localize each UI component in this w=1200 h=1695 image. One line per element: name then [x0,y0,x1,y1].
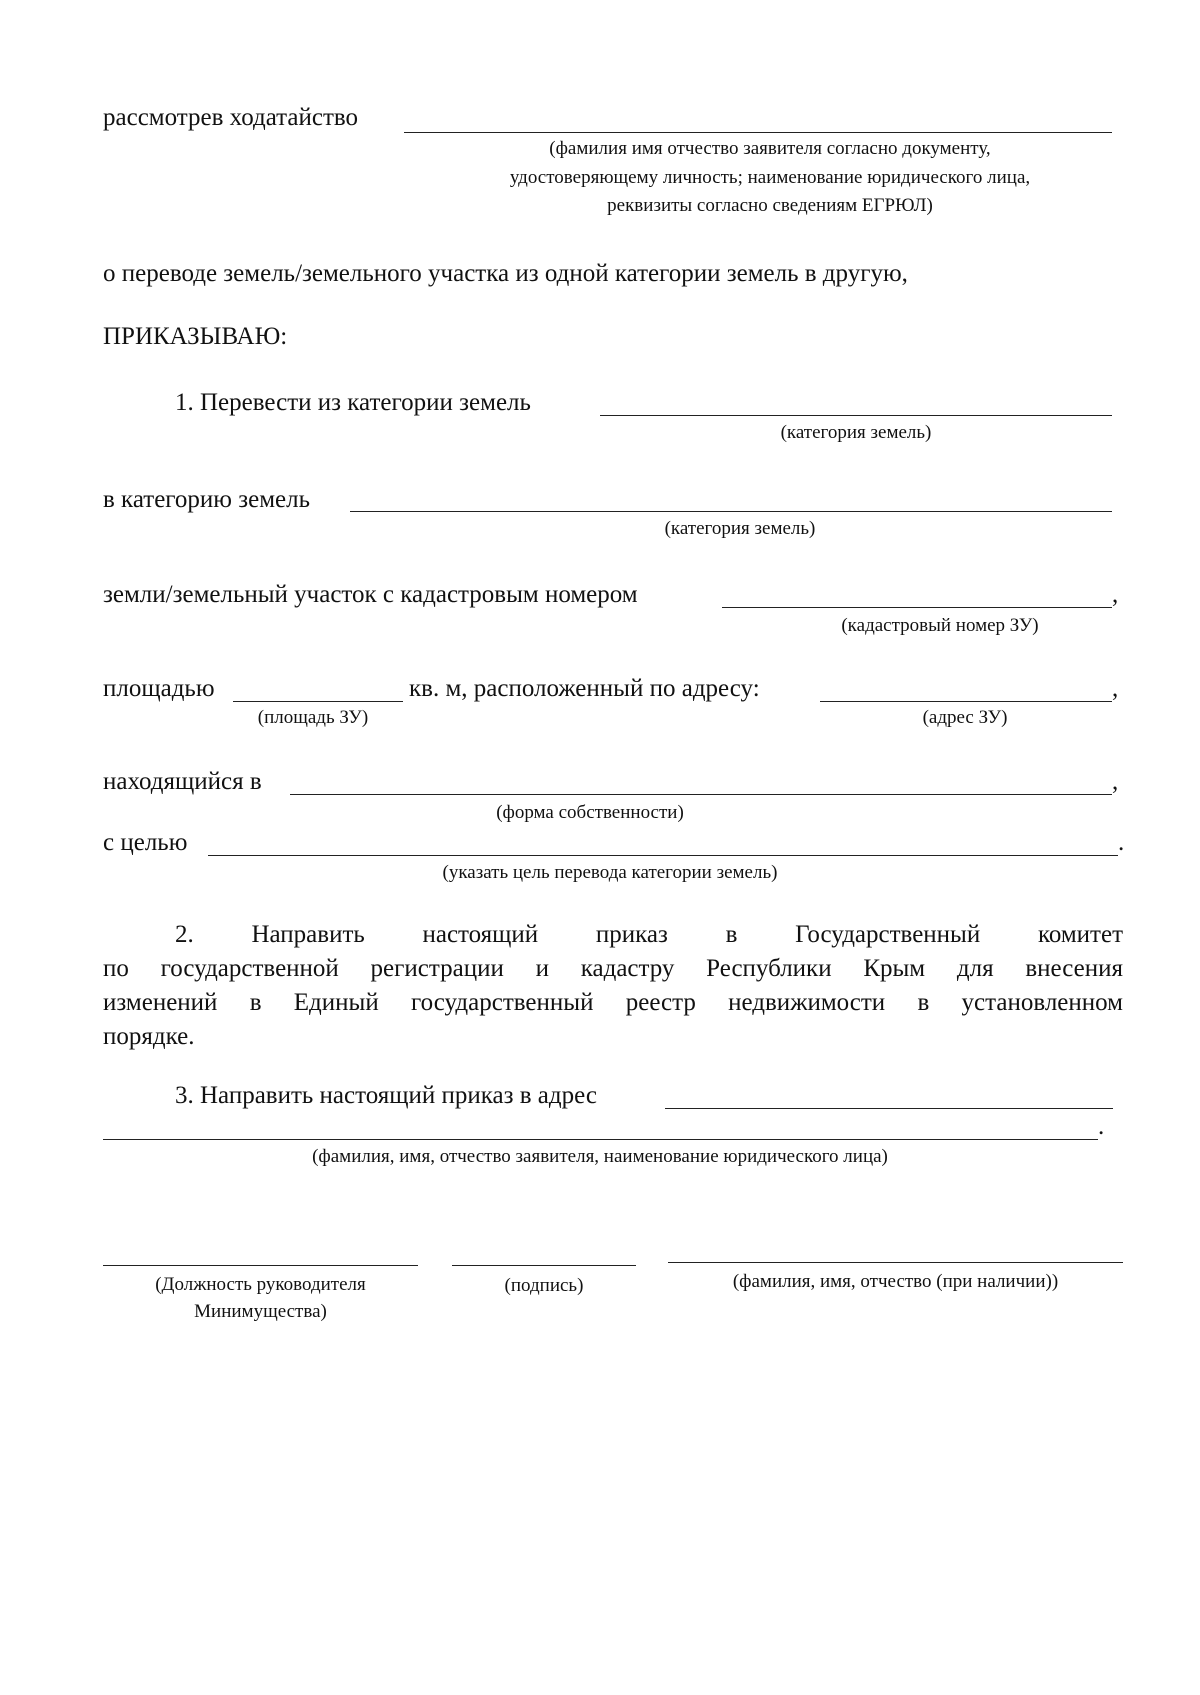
intro-label: рассмотрев ходатайство [103,104,359,131]
position-caption-line-1: (Должность руководителя [155,1274,366,1295]
item2-line-2: по государственной регистрации и кадастру Республики Крым для внесения [103,955,1123,982]
applicant-caption-line-2: удостоверяющему личность; наименование юридического лица, [509,167,1031,188]
purpose-end-dot: . [1118,829,1125,856]
cadastral-caption: (кадастровый номер ЗУ) [841,615,1039,636]
cadastral-number-field-line[interactable] [722,607,1112,608]
ownership-caption: (форма собственности) [496,802,684,823]
address-caption: (адрес ЗУ) [922,707,1008,728]
cadastral-end-comma: , [1112,581,1119,608]
item3-label: 3. Направить настоящий приказ в адрес [175,1082,597,1109]
position-caption-line-2: Минимущества) [194,1301,327,1322]
to-category-field-line[interactable] [350,511,1112,512]
from-category-label: 1. Перевести из категории земель [175,389,531,416]
item3-end-dot: . [1098,1113,1105,1140]
area-unit-text: кв. м, расположенный по адресу: [409,675,760,702]
cadastral-label: земли/земельный участок с кадастровым номером [103,581,638,608]
address-field-line[interactable] [820,701,1112,702]
name-signature-line[interactable] [668,1262,1123,1263]
area-label: площадью [103,675,215,702]
sign-caption: (подпись) [504,1275,584,1296]
area-field-line[interactable] [233,701,403,702]
position-signature-line[interactable] [103,1265,418,1266]
purpose-field-line[interactable] [208,855,1118,856]
about-text: о переводе земель/земельного участка из одной категории земель в другую, [103,260,908,287]
address-end-comma: , [1112,675,1119,702]
area-caption: (площадь ЗУ) [257,707,369,728]
to-category-caption: (категория земель) [664,518,816,539]
item2-line-1: 2. Направить настоящий приказ в Государственный комитет [175,921,1123,948]
recipient-caption: (фамилия, имя, отчество заявителя, наименование юридического лица) [312,1146,888,1167]
item2-line-3: изменений в Единый государственный реестр недвижимости в установленном [103,989,1123,1016]
item2-line-4: порядке. [103,1023,195,1050]
purpose-label: с целью [103,829,188,856]
purpose-caption: (указать цель перевода категории земель) [442,862,778,883]
applicant-caption-line-3: реквизиты согласно сведениям ЕГРЮЛ) [607,195,933,216]
located-label: находящийся в [103,768,262,795]
located-end-comma: , [1112,768,1119,795]
recipient-field-line-2[interactable] [103,1139,1098,1140]
ownership-field-line[interactable] [290,794,1112,795]
order-word: ПРИКАЗЫВАЮ: [103,323,288,350]
sign-signature-line[interactable] [452,1265,636,1266]
applicant-caption-line-1: (фамилия имя отчество заявителя согласно документу, [549,138,991,159]
recipient-field-line-1[interactable] [665,1108,1113,1109]
name-caption: (фамилия, имя, отчество (при наличии)) [732,1271,1059,1292]
from-category-caption: (категория земель) [780,422,932,443]
to-category-label: в категорию земель [103,486,310,513]
from-category-field-line[interactable] [600,415,1112,416]
applicant-field-line[interactable] [404,132,1112,133]
